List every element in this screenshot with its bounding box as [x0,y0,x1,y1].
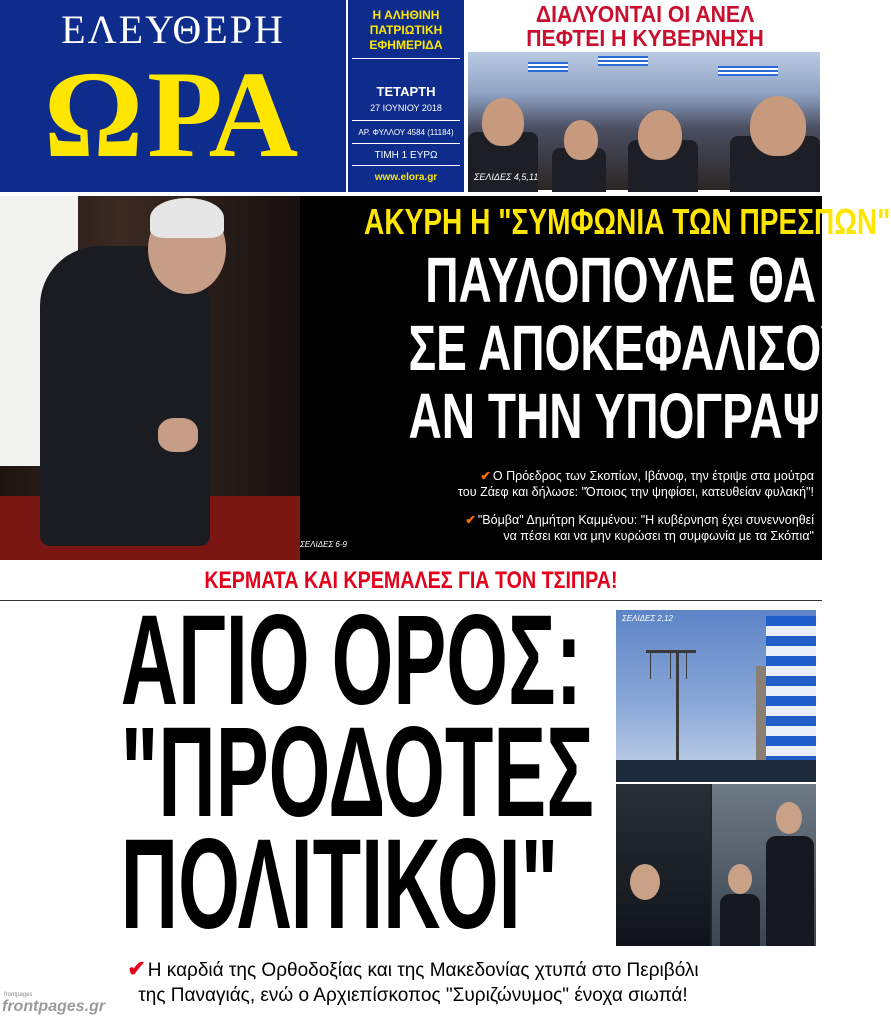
person-face [750,96,806,156]
watermark: frontpages.gr [2,998,106,1015]
person-hands [158,418,198,452]
gallows-beam [646,650,696,653]
flag-shape [718,66,778,76]
foot-bullet-line-2: της Παναγιάς, ενώ ο Αρχιεπίσκοπος "Συριζώνυμος" ένοχα σιωπά! [138,985,688,1006]
promo-headline-line-1: ΔΙΑΛΥΟΝΤΑΙ ΟΙ ΑΝΕΛ [535,1,755,27]
main-story-headline [250,244,891,452]
lower-story-headline [6,589,610,956]
bullet-text-line-2: να πέσει και να μην κυρώσει τη συμφωνία με τα Σκόπια" [503,529,814,543]
logo-main-text: ΩΡΑ [43,46,303,183]
promo-pages: ΣΕΛΙΔΕΣ 4,5,11 [474,172,539,182]
masthead [0,0,822,192]
main-story-bullet [254,512,814,544]
person-face [630,864,660,900]
check-icon: ✔ [480,469,491,483]
crowd-shape [616,760,816,782]
divider [352,58,460,59]
divider [352,143,460,144]
main-story-kicker: ΑΚΥΡΗ Η "ΣΥΜΦΩΝΙΑ ΤΩΝ ΠΡΕΣΠΩΝ" [364,201,891,242]
tagline-line-1: Η ΑΛΗΘΙΝΗ [372,8,440,22]
main-story[interactable] [0,196,891,560]
headline-line-2: ΣΕ ΑΠΟΚΕΦΑΛΙΣΟΥΝ [408,312,884,384]
watermark-small: frontpages [4,992,33,998]
subheadline-text: ΚΕΡΜΑΤΑ ΚΑΙ ΚΡΕΜΑΛΕΣ ΓΙΑ ΤΟΝ ΤΣΙΠΡΑ! [204,567,618,594]
tagline [354,8,458,53]
foot-bullet-line-1: Η καρδιά της Ορθοδοξίας και της Μακεδονίας χτυπά στο Περιβόλι [147,960,699,981]
flag-shape [598,56,648,66]
check-icon: ✔ [127,956,146,981]
divider [352,120,460,121]
noose-rope [650,653,651,679]
tagline-line-3: ΕΦΗΜΕΡΙΔΑ [369,38,443,52]
person-shape [720,894,760,946]
person-face [776,802,802,834]
headline-line-1: ΠΑΥΛΟΠΟΥΛΕ ΘΑ [425,244,816,316]
promo-photo [468,52,820,190]
lower-headline-line-3: ΠΟΛΙΤΙΚΟΙ" [120,813,559,956]
protester-panel [616,784,710,946]
bullet-text-line-1: "Βόμβα" Δημήτρη Καμμένου: "Η κυβέρνηση έχει συνεννοηθεί [477,513,814,527]
person-face [482,98,524,146]
greek-flag [766,616,816,782]
issue-info [348,0,464,192]
check-icon: ✔ [465,513,476,527]
main-story-bullet [254,468,814,500]
divider [352,165,460,166]
issue-number: ΑΡ. ΦΥΛΛΟΥ 4584 (11184) [358,128,454,137]
tagline-line-2: ΠΑΤΡΙΩΤΙΚΗ [369,23,443,37]
newspaper-logo[interactable] [0,0,346,192]
politicians-photo [616,784,816,946]
person-shape [766,836,814,946]
issue-date: 27 ΙΟΥΝΙΟΥ 2018 [370,103,442,113]
promo-headline-line-2: ΠΕΦΤΕΙ Η ΚΥΒΕΡΝΗΣΗ [526,25,764,51]
promo-story[interactable] [466,0,822,192]
lower-headline-line-1: ΑΓΙΟ ΟΡΟΣ: [120,589,583,732]
headline-line-3: ΑΝ ΤΗΝ ΥΠΟΓΡΑΨΕΙΣ [408,380,891,452]
noose-rope [686,653,687,679]
logo-top-text: ΕΛΕΥΘΕΡΗ [61,7,285,52]
bullet-text-line-2: του Ζάεφ και δήλωσε: "Όποιος την ψηφίσει, κατευθείαν φυλακή"! [458,485,814,499]
noose-rope [670,653,671,679]
main-story-pages: ΣΕΛΙΔΕΣ 6-9 [300,540,347,549]
issue-day: ΤΕΤΑΡΤΗ [376,84,436,99]
lower-headline-line-2: "ΠΡΟΔΟΤΕΣ [120,701,594,844]
photo-pages: ΣΕΛΙΔΕΣ 2,12 [622,614,673,623]
gallows-post [676,650,679,760]
person-hair [150,198,224,238]
flag-shape [528,62,568,72]
lower-story-bullet [8,956,818,1008]
issue-price: ΤΙΜΗ 1 ΕΥΡΩ [374,150,438,161]
gallows-photo [616,610,816,782]
website-link[interactable]: www.elora.gr [374,172,438,183]
person-face [638,110,682,160]
person-face [564,120,598,160]
promo-headline [484,2,806,50]
person-face [728,864,752,894]
bullet-text-line-1: Ο Πρόεδρος των Σκοπίων, Ιβάνοφ, την έτριψε στα μούτρα [492,469,814,483]
